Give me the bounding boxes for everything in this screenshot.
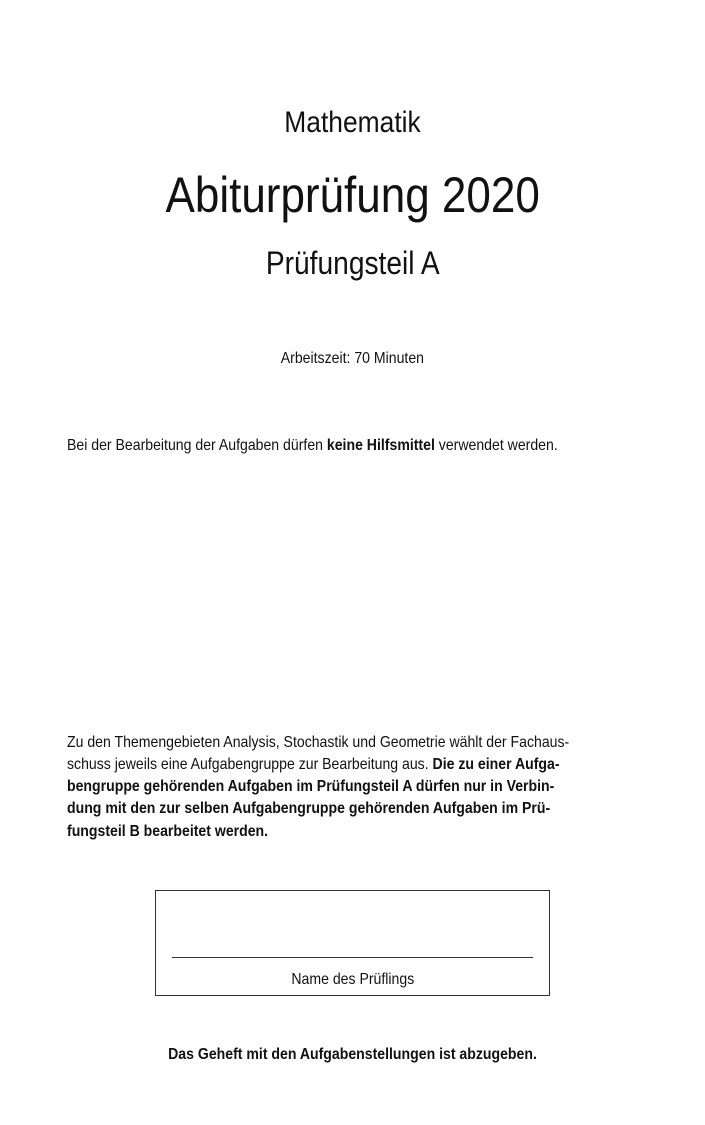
instructions-line: fungsteil B bearbeitet werden.	[67, 823, 269, 840]
time-text: Arbeitszeit: 70 Minuten	[280, 350, 425, 367]
title-text: Abiturprüfung 2020	[165, 167, 540, 223]
instructions-line	[67, 756, 560, 774]
instructions-line: bengruppe gehörenden Aufgaben im Prüfungsteil A dürfen nur in Verbin-	[67, 778, 555, 795]
exam-part-heading	[0, 245, 705, 282]
footer-text: Das Geheft mit den Aufgabenstellungen ist abzugeben.	[168, 1046, 537, 1063]
instructions-text: schuss jeweils eine Aufgabengruppe zur Bearbeitung aus.	[67, 756, 433, 773]
instructions-line: dung mit den zur selben Aufgabengruppe gehörenden Aufgaben im Prü-	[67, 800, 551, 817]
name-label	[156, 971, 549, 989]
aids-notice	[67, 437, 558, 455]
student-name-box[interactable]	[155, 890, 550, 996]
instructions-bold: Die zu einer Aufga-	[432, 756, 560, 773]
subject-text: Mathematik	[284, 106, 421, 139]
name-signature-line	[172, 957, 533, 958]
aids-text-end: verwendet werden.	[434, 437, 558, 454]
footer-notice	[0, 1046, 705, 1064]
aids-text: Bei der Bearbeitung der Aufgaben dürfen	[67, 437, 327, 454]
part-text: Prüfungsteil A	[265, 245, 440, 281]
subject-heading	[0, 106, 705, 140]
page-title	[0, 166, 705, 224]
aids-bold: keine Hilfsmittel	[326, 437, 435, 454]
instructions-line: Zu den Themengebieten Analysis, Stochastik und Geometrie wählt der Fachaus-	[67, 734, 570, 751]
working-time	[0, 350, 705, 368]
name-label-text: Name des Prüflings	[291, 971, 414, 988]
